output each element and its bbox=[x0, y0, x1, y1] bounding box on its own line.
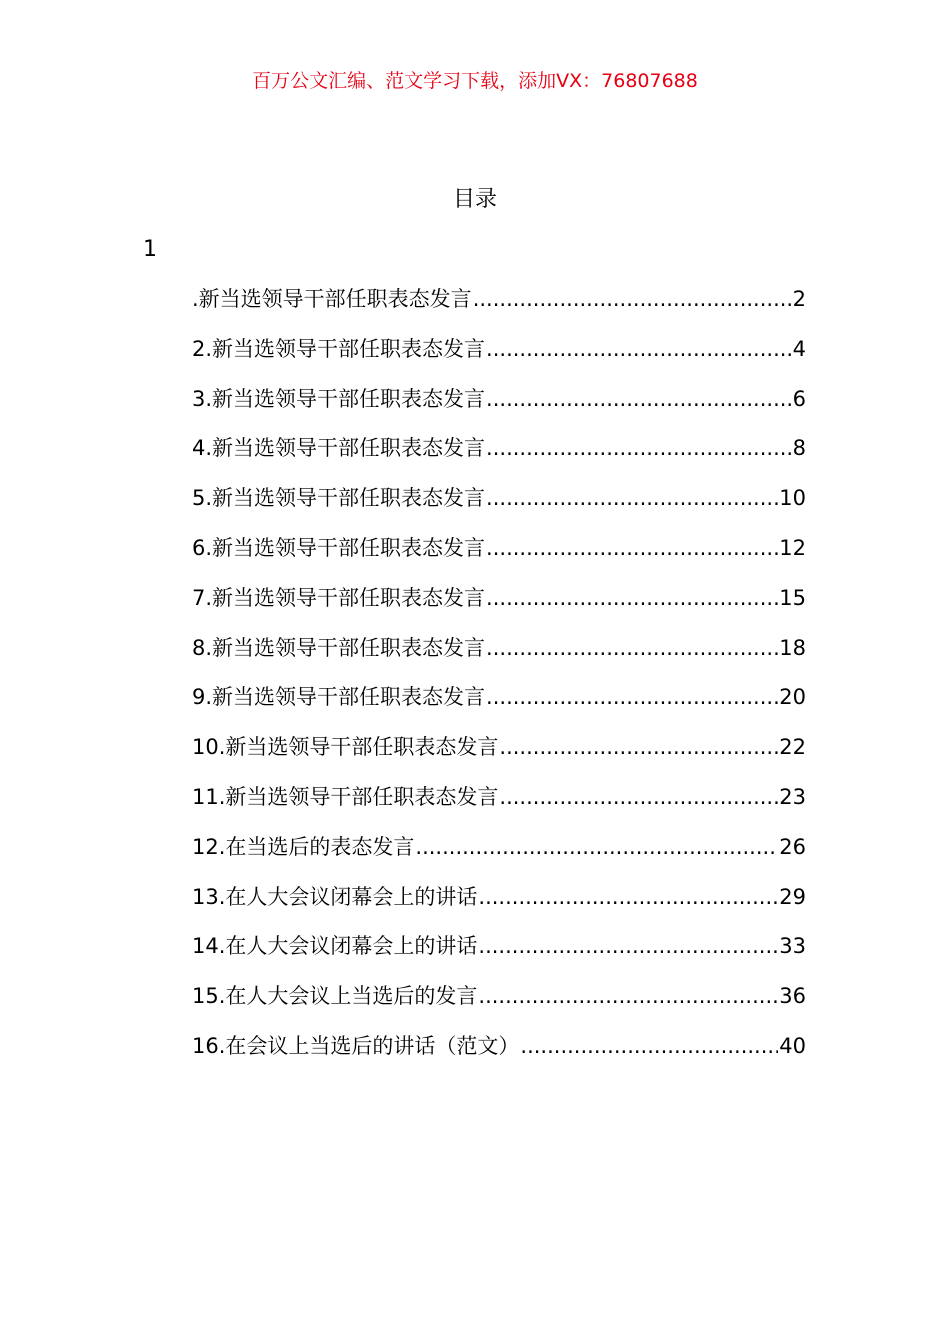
toc-entry-page: 20 bbox=[779, 685, 806, 710]
toc-dot-leader bbox=[486, 483, 778, 513]
toc-entry[interactable] bbox=[192, 732, 806, 782]
toc-entry-label: 12.在当选后的表态发言 bbox=[192, 834, 415, 859]
toc-entry-label: 13.在人大会议闭幕会上的讲话 bbox=[192, 884, 478, 909]
toc-dot-leader bbox=[473, 284, 792, 314]
toc-entry-label: 5.新当选领导干部任职表态发言 bbox=[192, 486, 486, 511]
toc-dot-leader bbox=[486, 433, 792, 463]
toc-entry-label: 6.新当选领导干部任职表态发言 bbox=[192, 535, 486, 560]
toc-entry[interactable] bbox=[192, 384, 806, 434]
toc-entry-page: 40 bbox=[779, 1033, 806, 1058]
toc-entry-page: 10 bbox=[779, 486, 806, 511]
toc-entry-page: 12 bbox=[779, 535, 806, 560]
toc-dot-leader bbox=[478, 981, 778, 1011]
toc-entry-label: 9.新当选领导干部任职表态发言 bbox=[192, 685, 486, 710]
toc-entry-page: 22 bbox=[779, 735, 806, 760]
toc-dot-leader bbox=[486, 633, 778, 663]
toc-entry[interactable] bbox=[192, 981, 806, 1031]
toc-entry[interactable] bbox=[192, 284, 806, 334]
toc-entry-label: 10.新当选领导干部任职表态发言 bbox=[192, 735, 499, 760]
toc-entry-page: 33 bbox=[779, 934, 806, 959]
toc-dot-leader bbox=[499, 732, 778, 762]
toc-entry[interactable] bbox=[192, 882, 806, 932]
toc-entry-label: 15.在人大会议上当选后的发言 bbox=[192, 984, 478, 1009]
toc-title: 目录 bbox=[452, 187, 497, 212]
section-number: 1 bbox=[143, 237, 157, 262]
toc-entry[interactable] bbox=[192, 533, 806, 583]
toc-dot-leader bbox=[486, 682, 778, 712]
header-banner: 百万公文汇编、范文学习下载，添加VX：76807688 bbox=[252, 70, 698, 92]
toc-entry[interactable] bbox=[192, 1031, 806, 1081]
toc-entry-label: 14.在人大会议闭幕会上的讲话 bbox=[192, 934, 478, 959]
toc-dot-leader bbox=[499, 782, 778, 812]
toc-entry-page: 4 bbox=[792, 336, 806, 361]
toc-entry-label: .新当选领导干部任职表态发言 bbox=[192, 287, 472, 311]
toc-entry[interactable] bbox=[192, 583, 806, 633]
toc-entry[interactable] bbox=[192, 334, 806, 384]
toc-entry-page: 23 bbox=[779, 784, 806, 809]
toc-entry-page: 2 bbox=[792, 287, 806, 311]
toc-dot-leader bbox=[415, 832, 778, 862]
toc-entry-label: 3.新当选领导干部任职表态发言 bbox=[192, 386, 486, 411]
toc-dot-leader bbox=[486, 384, 792, 414]
toc-entry-page: 26 bbox=[779, 834, 806, 859]
toc-entry-label: 16.在会议上当选后的讲话（范文） bbox=[192, 1033, 520, 1058]
toc-entry-page: 36 bbox=[779, 984, 806, 1009]
toc-entry[interactable] bbox=[192, 433, 806, 483]
toc-entry-label: 7.新当选领导干部任职表态发言 bbox=[192, 585, 486, 610]
toc-entry[interactable] bbox=[192, 931, 806, 981]
toc-entry-page: 6 bbox=[792, 386, 806, 411]
toc-entry-label: 8.新当选领导干部任职表态发言 bbox=[192, 635, 486, 660]
toc-entry[interactable] bbox=[192, 832, 806, 882]
toc-dot-leader bbox=[520, 1031, 778, 1061]
toc-entry-page: 29 bbox=[779, 884, 806, 909]
toc-entry-page: 15 bbox=[779, 585, 806, 610]
toc-entry-page: 18 bbox=[779, 635, 806, 660]
toc-entry-page: 8 bbox=[792, 436, 806, 461]
toc-list bbox=[192, 284, 806, 1081]
toc-entry[interactable] bbox=[192, 682, 806, 732]
toc-entry[interactable] bbox=[192, 633, 806, 683]
toc-dot-leader bbox=[478, 931, 778, 961]
toc-entry[interactable] bbox=[192, 483, 806, 533]
toc-dot-leader bbox=[486, 334, 792, 364]
toc-entry[interactable] bbox=[192, 782, 806, 832]
toc-dot-leader bbox=[486, 583, 778, 613]
toc-dot-leader bbox=[486, 533, 778, 563]
toc-dot-leader bbox=[478, 882, 778, 912]
toc-entry-label: 11.新当选领导干部任职表态发言 bbox=[192, 784, 499, 809]
toc-entry-label: 4.新当选领导干部任职表态发言 bbox=[192, 436, 486, 461]
toc-entry-label: 2.新当选领导干部任职表态发言 bbox=[192, 336, 486, 361]
